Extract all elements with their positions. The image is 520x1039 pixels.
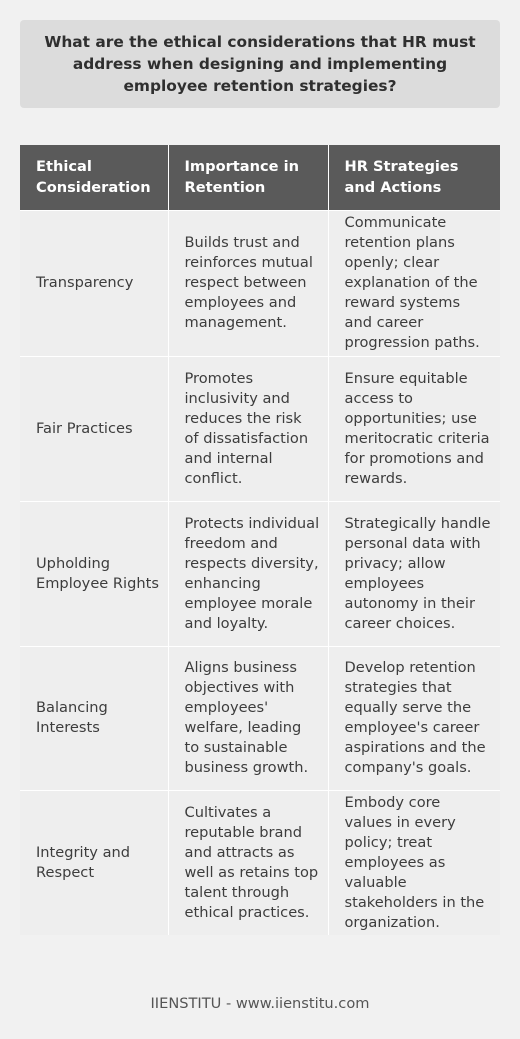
cell-actions: Develop retention strategies that equally serve the employee's career aspirations and the company's goals. bbox=[328, 646, 500, 790]
table-row bbox=[20, 356, 500, 501]
footer-credit: IIENSTITU - www.iienstitu.com bbox=[150, 995, 370, 1012]
table-row bbox=[20, 210, 500, 356]
title-box bbox=[20, 20, 500, 108]
cell-consideration: Fair Practices bbox=[20, 356, 168, 501]
cell-consideration: Upholding Employee Rights bbox=[20, 501, 168, 646]
cell-consideration: Integrity and Respect bbox=[20, 790, 168, 935]
header-importance-in-retention: Importance in Retention bbox=[168, 145, 328, 210]
header-ethical-consideration: Ethical Consideration bbox=[20, 145, 168, 210]
cell-consideration: Balancing Interests bbox=[20, 646, 168, 790]
cell-importance: Protects individual freedom and respects diversity, enhancing employee morale and loyalty. bbox=[168, 501, 328, 646]
cell-importance: Builds trust and reinforces mutual respect between employees and management. bbox=[168, 210, 328, 356]
cell-actions: Ensure equitable access to opportunities; use meritocratic criteria for promotions and rewards. bbox=[328, 356, 500, 501]
ethics-table bbox=[20, 145, 500, 935]
cell-actions: Embody core values in every policy; treat employees as valuable stakeholders in the organization. bbox=[328, 790, 500, 935]
page-title: What are the ethical considerations that HR must address when designing and implementing employee retention strategies? bbox=[44, 33, 476, 95]
table-row bbox=[20, 790, 500, 935]
header-hr-strategies-and-actions: HR Strategies and Actions bbox=[328, 145, 500, 210]
cell-actions: Strategically handle personal data with privacy; allow employees autonomy in their career choices. bbox=[328, 501, 500, 646]
table-row bbox=[20, 646, 500, 790]
cell-actions: Communicate retention plans openly; clear explanation of the reward systems and career progression paths. bbox=[328, 210, 500, 356]
table-header-row bbox=[20, 145, 500, 210]
cell-consideration: Transparency bbox=[20, 210, 168, 356]
table-row bbox=[20, 501, 500, 646]
cell-importance: Aligns business objectives with employees' welfare, leading to sustainable business growth. bbox=[168, 646, 328, 790]
cell-importance: Cultivates a reputable brand and attracts as well as retains top talent through ethical practices. bbox=[168, 790, 328, 935]
cell-importance: Promotes inclusivity and reduces the risk of dissatisfaction and internal conflict. bbox=[168, 356, 328, 501]
